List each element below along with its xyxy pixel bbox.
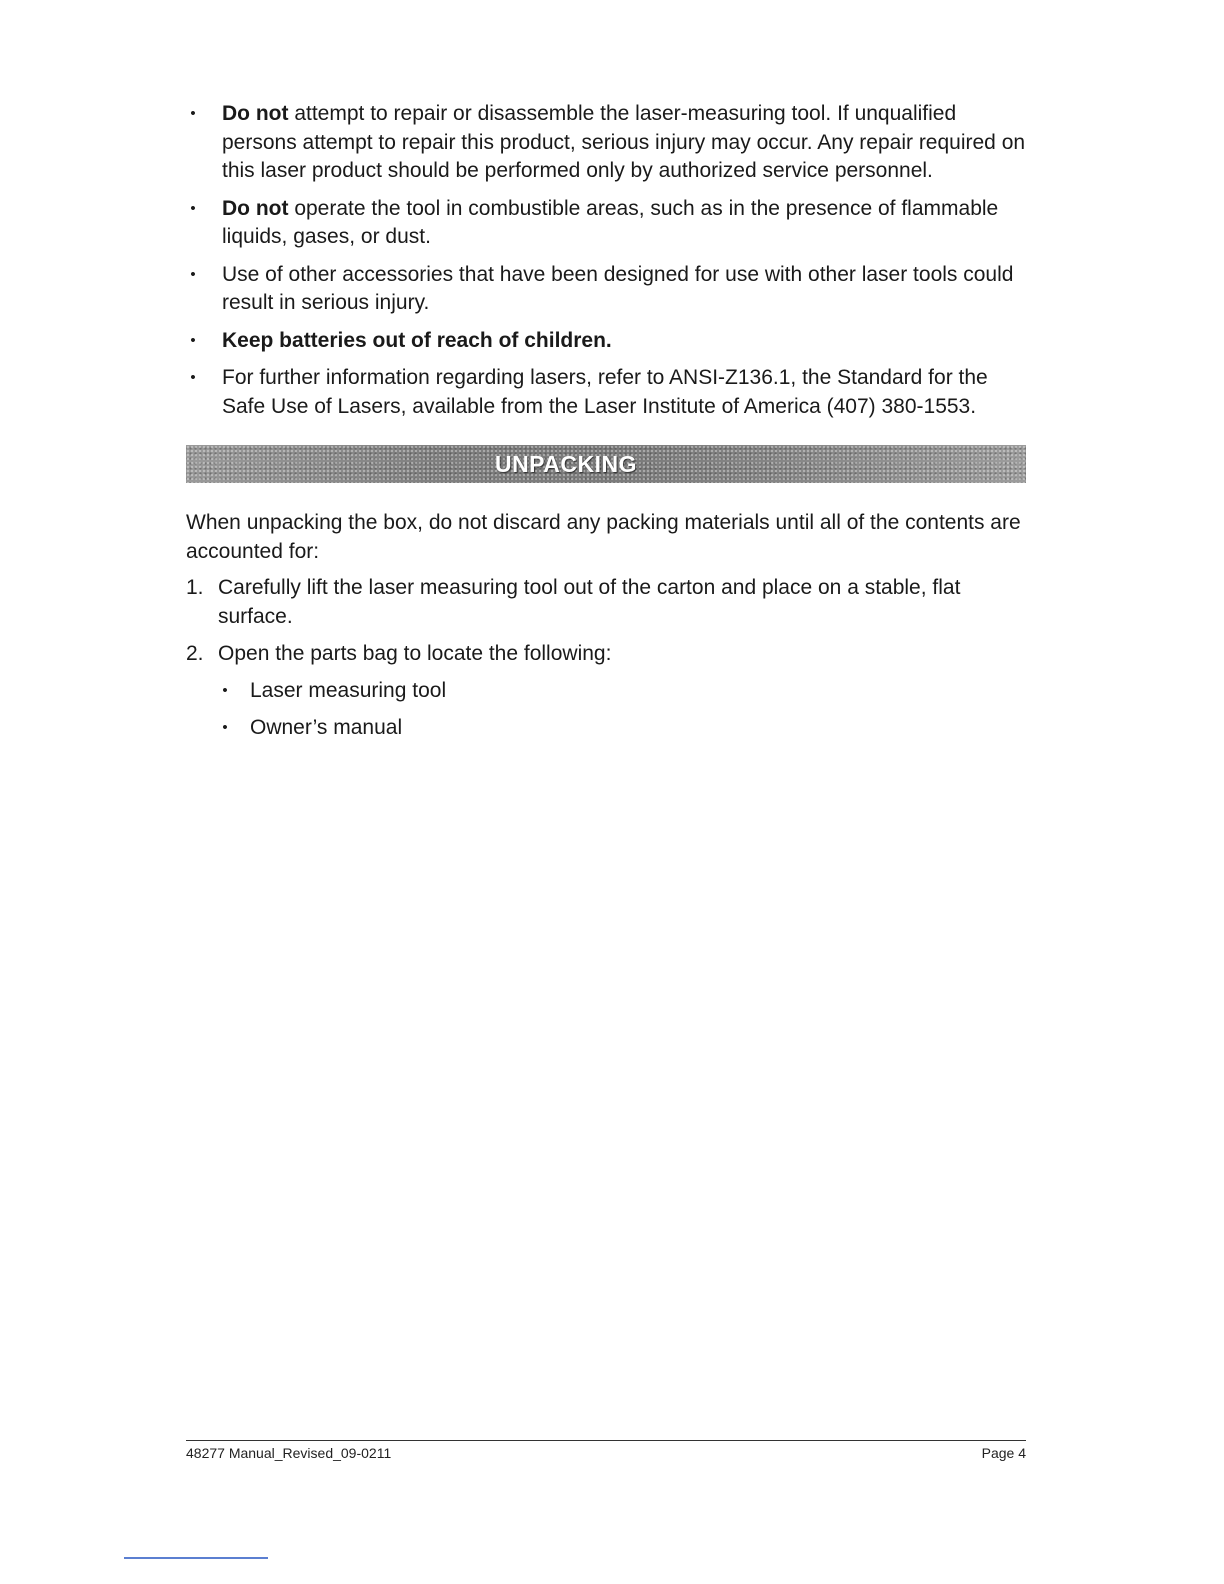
warning-item: [186, 364, 1026, 421]
part-text: Laser measuring tool: [250, 678, 447, 702]
page-number: Page 4: [981, 1445, 1026, 1461]
warning-emphasis: Keep batteries out of reach of children.: [222, 328, 612, 352]
warning-text: For further information regarding lasers, refer to ANSI-Z136.1, the Standard for the Safe Use of Lasers, available from the Laser Institute of America (407) 380-1553.: [222, 366, 988, 418]
step-number: 1.: [186, 576, 204, 599]
part-text: Owner’s manual: [250, 716, 403, 739]
part-item: [218, 714, 1026, 743]
safety-warnings-list: [186, 100, 1026, 421]
scan-artifact-line: [124, 1557, 268, 1559]
bullet-icon: •: [190, 369, 196, 386]
warning-item: [186, 261, 1026, 318]
warning-text: attempt to repair or disassemble the laser-measuring tool. If unqualified persons attempt to repair this product, serious injury may occur. Any repair required on this laser product should be performed only by authorized service personnel.: [222, 102, 1026, 182]
part-item: [218, 677, 1026, 706]
parts-list: [218, 677, 1026, 743]
warning-item: [186, 100, 1026, 186]
bullet-icon: •: [222, 681, 228, 699]
step-text: Carefully lift the laser measuring tool out of the carton and place on a stable, flat surface.: [218, 576, 961, 628]
warning-item: [186, 195, 1026, 252]
section-title: UNPACKING: [494, 450, 638, 477]
warning-item: [186, 327, 1026, 356]
warning-emphasis: Do not: [222, 196, 289, 220]
warning-text: operate the tool in combustible areas, such as in the presence of flammable liquids, gases, or dust.: [222, 196, 999, 248]
step-item: [186, 574, 1026, 631]
unpacking-section-banner: [186, 445, 1026, 483]
warning-emphasis: Do not: [222, 102, 289, 125]
bullet-icon: •: [190, 105, 196, 122]
unpacking-intro: When unpacking the box, do not discard any packing materials until all of the contents are accounted for:: [186, 511, 1021, 563]
bullet-icon: •: [222, 719, 228, 736]
page-content: [186, 100, 1026, 752]
document-id: 48277 Manual_Revised_09-0211: [186, 1445, 392, 1461]
bullet-icon: •: [190, 265, 196, 283]
bullet-icon: •: [190, 199, 196, 217]
page-footer: [186, 1440, 1026, 1461]
step-text: Open the parts bag to locate the following:: [218, 642, 612, 665]
step-number: 2.: [186, 642, 204, 665]
step-item: [186, 640, 1026, 743]
warning-text: Use of other accessories that have been designed for use with other laser tools could result in serious injury.: [222, 262, 1014, 314]
bullet-icon: •: [190, 331, 196, 349]
unpacking-steps: [186, 574, 1026, 743]
